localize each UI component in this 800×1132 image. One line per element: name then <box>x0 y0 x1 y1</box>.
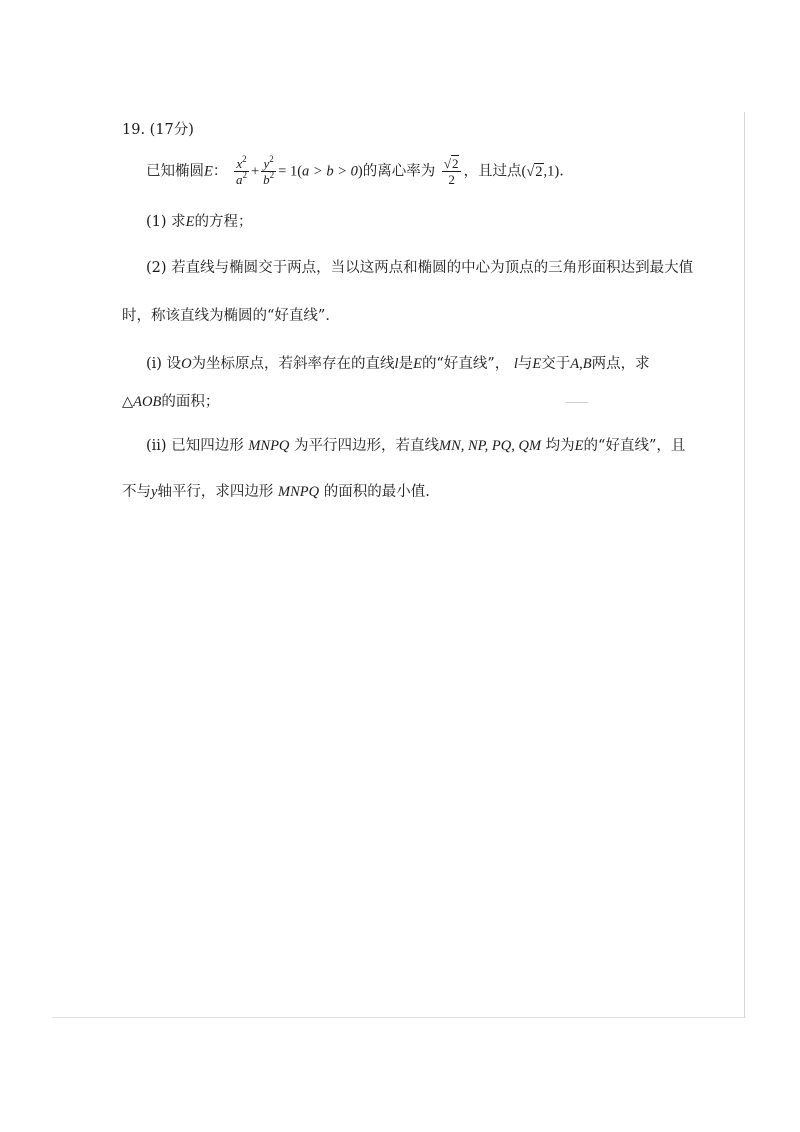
exp-2: 2 <box>242 170 247 180</box>
problem-intro: 已知椭圆E： $\frac{x^2}{a^2}$ + $\frac{y^2}{b^2}$ = 1(a > b > 0)的离心率为 $\frac{√2}{2}$ ，且过点(√2,1). <box>146 154 564 187</box>
part-1 <box>146 212 253 232</box>
sub-i-t2: 为坐标原点，若斜率存在的直线 <box>191 356 395 372</box>
var-E-2: E <box>532 356 542 372</box>
frac-b: b <box>263 172 270 187</box>
var-MNPQ: MNPQ <box>248 438 290 454</box>
sub-ii-label: (ii) <box>146 438 167 454</box>
var-l-2: l <box>513 356 518 372</box>
point-rest: ,1) <box>543 163 560 180</box>
close-paren: ) <box>357 163 363 180</box>
exp-2: 2 <box>242 154 247 164</box>
denominator-2: 2 <box>448 172 455 187</box>
fraction-sqrt2-over-2: $\frac{√2}{2}$ <box>442 156 462 187</box>
var-l: l <box>394 356 399 372</box>
sub-i-label: (i) <box>146 356 162 372</box>
var-MNPQ-2: MNPQ <box>278 484 320 500</box>
intro-period: . <box>559 163 564 180</box>
page-edge-bottom <box>52 1017 746 1018</box>
sub-ii-t4: 的“好直线”，且 <box>583 438 686 454</box>
exp-2: 2 <box>269 154 274 164</box>
var-AOB: AOB <box>133 394 162 410</box>
part-1-before: 求 <box>171 214 186 230</box>
part-1-label: (1) <box>146 214 167 230</box>
var-O: O <box>181 356 192 372</box>
eccentricity-text: 的离心率为 <box>362 163 436 180</box>
sub-ii-line-1 <box>146 436 685 456</box>
sub-i-t1: 设 <box>166 356 182 372</box>
sub-ii-t1: 已知四边形 <box>171 438 244 454</box>
plus-sign: + <box>250 163 260 180</box>
sub-ii-t5: 不与 <box>122 484 151 500</box>
sub-i-t6: 交于 <box>541 356 571 372</box>
sub-i-t4: 的“好直线”， <box>421 356 510 372</box>
part-2-label: (2) <box>146 260 167 276</box>
page-edge-right <box>744 112 745 1018</box>
sub-ii-t6: 轴平行，求四边形 <box>157 484 274 500</box>
sub-ii-t2: 为平行四边形，若直线 <box>294 438 440 454</box>
var-A-B: A,B <box>570 356 592 372</box>
sqrt-2: 2 <box>451 156 459 171</box>
var-E: E <box>413 356 422 372</box>
pass-through-text: ，且过点 <box>463 163 522 180</box>
equals-one: = 1( <box>278 163 303 180</box>
sub-i-t8: 的面积； <box>161 394 220 410</box>
frac-a: a <box>235 172 243 187</box>
sub-i-t7: 两点，求 <box>591 356 650 372</box>
exp-2: 2 <box>269 170 275 180</box>
frac-y: y <box>263 156 270 171</box>
triangle-symbol: △ <box>122 394 134 410</box>
sub-ii-t3: 均为 <box>545 438 575 454</box>
sub-i-line-1 <box>146 354 650 374</box>
var-lines: MN, NP, PQ, QM <box>439 438 542 454</box>
scan-speck <box>566 402 588 403</box>
fraction-x-over-a <box>234 156 249 187</box>
fraction-y-over-b <box>261 156 276 187</box>
intro-colon: ： <box>212 163 228 180</box>
intro-prefix: 已知椭圆 <box>146 163 204 180</box>
sub-i-t5: 与 <box>517 356 533 372</box>
condition-a-gt-b: a > b > 0 <box>302 163 358 180</box>
part-2-line-1 <box>146 258 693 278</box>
part-2-line-2: 时，称该直线为椭圆的“好直线”． <box>122 308 340 324</box>
point-open-paren: ( <box>521 163 527 180</box>
sub-i-line-2 <box>122 392 219 412</box>
var-y: y <box>151 484 158 500</box>
part-2-text-1: 若直线与椭圆交于两点，当以这两点和椭圆的中心为顶点的三角形面积达到最大值 <box>171 260 694 276</box>
problem-header: 19. (17分) <box>122 122 194 138</box>
sub-ii-line-2 <box>122 482 430 502</box>
ellipse-name: E <box>204 163 213 180</box>
var-E-3: E <box>574 438 584 454</box>
point-sqrt2: 2 <box>535 163 543 180</box>
part-1-var-E: E <box>185 214 195 230</box>
sub-ii-t7: 的面积的最小值. <box>323 484 430 500</box>
frac-x: x <box>236 156 243 171</box>
part-1-after: 的方程； <box>194 214 253 230</box>
sub-i-t3: 是 <box>398 356 414 372</box>
